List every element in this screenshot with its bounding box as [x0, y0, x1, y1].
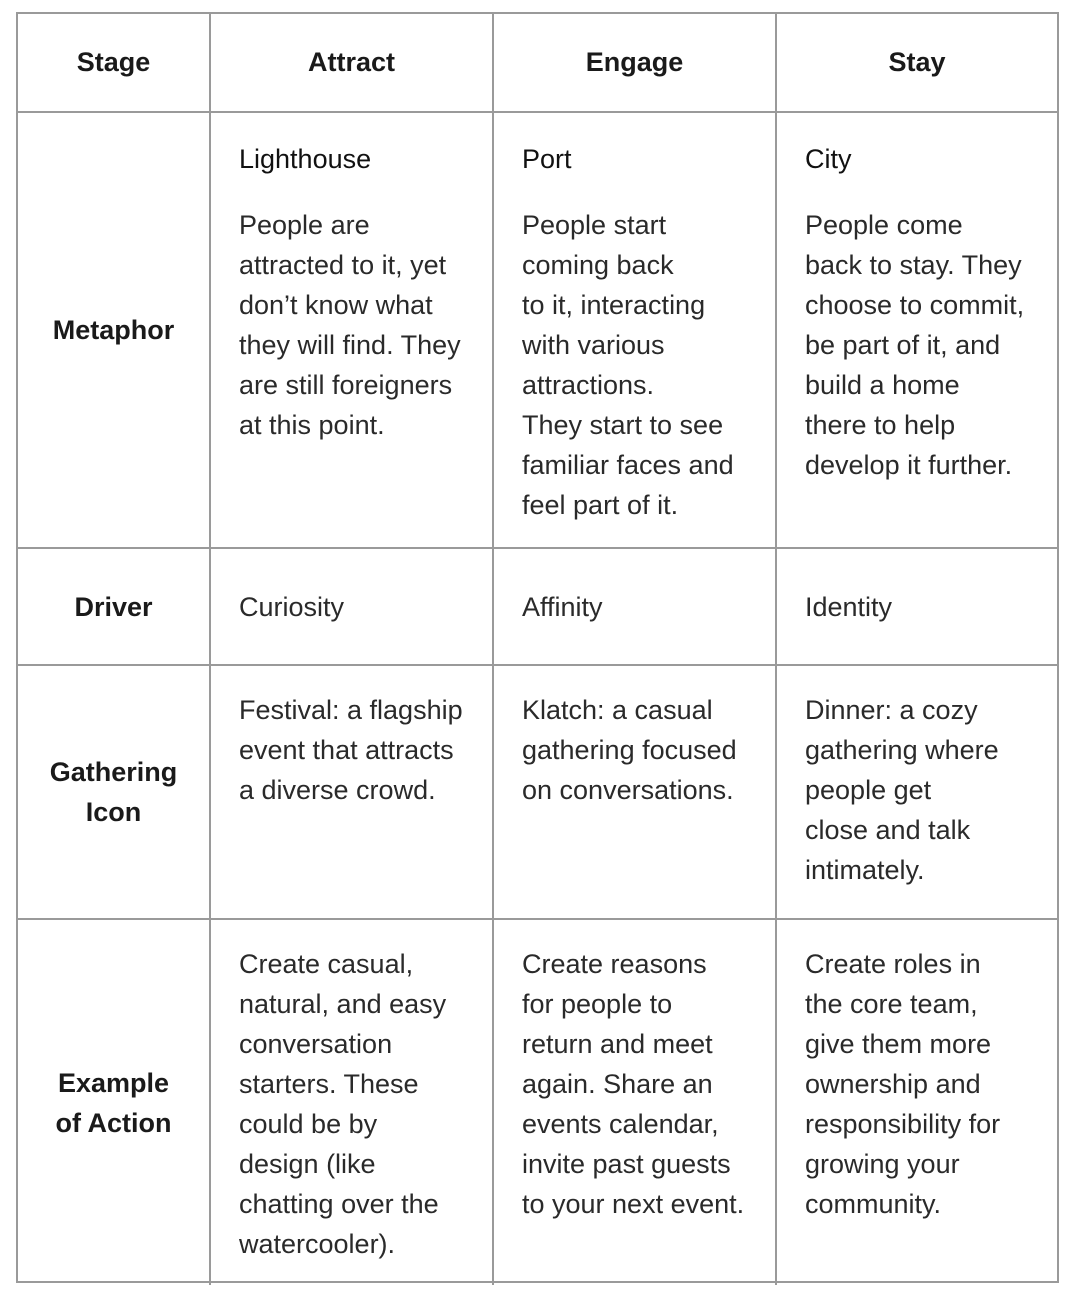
text-line: They start to see: [522, 410, 724, 440]
metaphor-attract-title: Lighthouse: [239, 144, 372, 174]
driver-attract: Curiosity: [210, 548, 493, 665]
text-line: back to stay. They: [805, 250, 1022, 280]
header-row: [18, 14, 1057, 112]
text-line: of Action: [55, 1107, 172, 1138]
action-engage: [493, 919, 776, 1285]
text-line: the core team,: [805, 989, 978, 1019]
metaphor-engage-text: [522, 205, 767, 525]
text-line: attractions.: [522, 370, 655, 400]
metaphor-engage-title: Port: [522, 144, 572, 174]
text-line: attracted to it, yet: [239, 250, 447, 280]
text-line: familiar faces and: [522, 450, 734, 480]
action-attract: [210, 919, 493, 1285]
text-line: gathering focused: [522, 735, 737, 765]
metaphor-engage-cell: [493, 112, 776, 548]
text-line: design (like: [239, 1149, 376, 1179]
metaphor-attract-cell: [210, 112, 493, 548]
text-line: natural, and easy: [239, 989, 447, 1019]
text-line: don’t know what: [239, 290, 433, 320]
text-line: a diverse crowd.: [239, 775, 436, 805]
gathering-attract: [210, 665, 493, 919]
text-line: People start: [522, 210, 667, 240]
metaphor-label: Metaphor: [18, 112, 210, 548]
text-line: give them more: [805, 1029, 992, 1059]
metaphor-stay-text: [805, 205, 1049, 485]
stages-table: [18, 14, 1057, 1285]
text-line: Icon: [85, 797, 142, 827]
text-line: develop it further.: [805, 450, 1013, 480]
header-attract: Attract: [210, 14, 493, 112]
text-line: Festival: a flagship: [239, 695, 463, 725]
text-line: with various: [522, 330, 665, 360]
header-engage: Engage: [493, 14, 776, 112]
header-stay: Stay: [776, 14, 1057, 112]
text-line: Example: [57, 1067, 170, 1098]
metaphor-attract-text: [239, 205, 484, 445]
text-line: growing your: [805, 1149, 960, 1179]
text-line: gathering where: [805, 735, 999, 765]
driver-label: Driver: [18, 548, 210, 665]
text-line: choose to commit,: [805, 290, 1025, 320]
text-line: people get: [805, 775, 932, 805]
text-line: events calendar,: [522, 1109, 719, 1139]
text-line: at this point.: [239, 410, 385, 440]
text-line: invite past guests: [522, 1149, 731, 1179]
metaphor-stay-title: City: [805, 144, 852, 174]
action-label: [18, 919, 210, 1285]
text-line: coming back: [522, 250, 674, 280]
text-line: Create reasons: [522, 949, 707, 979]
text-line: starters. These: [239, 1069, 419, 1099]
text-line: return and meet: [522, 1029, 713, 1059]
text-line: responsibility for: [805, 1109, 1001, 1139]
gathering-engage: [493, 665, 776, 919]
text-line: Create casual,: [239, 949, 414, 979]
text-line: ownership and: [805, 1069, 981, 1099]
text-line: build a home: [805, 370, 960, 400]
text-line: again. Share an: [522, 1069, 713, 1099]
text-line: for people to: [522, 989, 673, 1019]
text-line: People are: [239, 210, 370, 240]
text-line: conversation: [239, 1029, 393, 1059]
driver-row: [18, 548, 1057, 665]
driver-engage: Affinity: [493, 548, 776, 665]
text-line: feel part of it.: [522, 490, 679, 520]
text-line: are still foreigners: [239, 370, 453, 400]
text-line: People come: [805, 210, 963, 240]
text-line: on conversations.: [522, 775, 734, 805]
text-line: Gathering: [49, 757, 178, 787]
text-line: close and talk: [805, 815, 971, 845]
text-line: watercooler).: [239, 1229, 396, 1259]
text-line: Create roles in: [805, 949, 981, 979]
text-line: to your next event.: [522, 1189, 745, 1219]
text-line: event that attracts: [239, 735, 454, 765]
text-line: intimately.: [805, 855, 925, 885]
metaphor-stay-cell: [776, 112, 1057, 548]
text-line: be part of it, and: [805, 330, 1001, 360]
gathering-label: [18, 665, 210, 919]
gathering-row: [18, 665, 1057, 919]
text-line: Dinner: a cozy: [805, 695, 978, 725]
text-line: community.: [805, 1189, 942, 1219]
action-stay: [776, 919, 1057, 1285]
text-line: chatting over the: [239, 1189, 439, 1219]
driver-stay: Identity: [776, 548, 1057, 665]
text-line: Klatch: a casual: [522, 695, 713, 725]
gathering-stay: [776, 665, 1057, 919]
text-line: to it, interacting: [522, 290, 706, 320]
text-line: there to help: [805, 410, 956, 440]
community-stages-table: [16, 12, 1059, 1283]
header-stage: Stage: [18, 14, 210, 112]
text-line: they will find. They: [239, 330, 461, 360]
action-row: [18, 919, 1057, 1285]
text-line: could be by: [239, 1109, 378, 1139]
metaphor-row: [18, 112, 1057, 548]
